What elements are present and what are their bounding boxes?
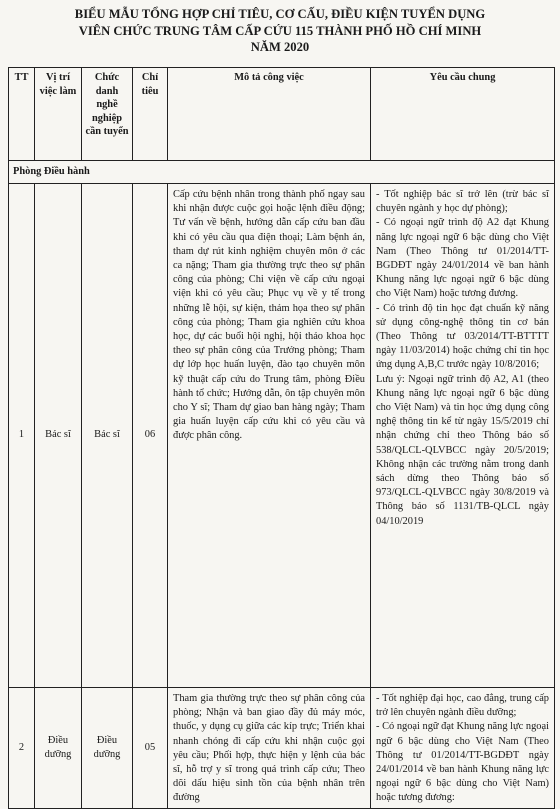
table-header-row xyxy=(9,68,555,161)
header-tt: TT xyxy=(9,68,35,161)
header-requirements: Yêu cầu chung xyxy=(371,68,555,161)
row-description xyxy=(168,184,371,688)
header-description: Mô tả công việc xyxy=(168,68,371,161)
header-position: Vị trí việc làm xyxy=(35,68,82,161)
table-row xyxy=(9,688,555,809)
row-quota: 05 xyxy=(133,688,168,809)
header-quota: Chỉ tiêu xyxy=(133,68,168,161)
row-requirements xyxy=(371,688,555,809)
requirement-item: - Có ngoại ngữ đạt Khung năng lực ngoại ngữ 6 bậc dùng cho Việt Nam (Theo Thông tư 01/2014/TT-BGDĐT ngày 24/01/2014 về ban hành Khung năng lực ngoại ngữ 6 bậc dùng cho Việt Nam) hoặc tương đương: xyxy=(376,721,549,804)
section-label: Phòng Điều hành xyxy=(9,161,555,184)
description-text: Tham gia thường trực theo sự phân công của phòng; Nhận và ban giao đầy đủ máy móc, thuốc, y dụng cụ giữa các kíp trực; Triển khai nhanh chóng đi cấp cứu khi nhận cuộc gọi yêu cầu; Phối hợp, thực hiện y lệnh của bác sĩ, hỗ trợ y sĩ trong quá trình cấp cứu; Theo dõi dấu hiệu sinh tồn của bệnh nhân trên đường xyxy=(173,693,365,804)
recruitment-table xyxy=(8,67,555,809)
requirement-item: - Có ngoại ngữ trình độ A2 đạt Khung năng lực ngoại ngữ 6 bậc dùng cho Việt Nam (Theo Thông tư 01/2014/TT-BGDĐT ngày 24/01/2014 về ban hành Khung năng lực ngoại ngữ 6 bậc dùng cho Việt Nam) hoặc tương đương. xyxy=(376,217,549,300)
requirement-item: - Tốt nghiệp đại học, cao đẳng, trung cấp trở lên chuyên ngành điều dưỡng; xyxy=(376,693,549,719)
row-tt: 1 xyxy=(9,184,35,688)
row-position: Điều dưỡng xyxy=(35,688,82,809)
row-title: Bác sĩ xyxy=(82,184,133,688)
title-line-3: NĂM 2020 xyxy=(250,40,310,54)
requirement-item: - Có trình độ tin học đạt chuẩn kỹ năng sử dụng công-nghệ thông tin cơ bản (Theo Thông tư 03/2014/TT-BTTTT ngày 11/03/2014) hoặc chứng chỉ tin học ứng dụng A,B,C trước ngày 10/8/2016; xyxy=(376,302,549,371)
section-row xyxy=(9,161,555,184)
table-row xyxy=(9,184,555,688)
row-quota: 06 xyxy=(133,184,168,688)
document-title xyxy=(0,6,560,56)
row-requirements xyxy=(371,184,555,688)
row-tt: 2 xyxy=(9,688,35,809)
requirement-item: Lưu ý: Ngoại ngữ trình độ A2, A1 (theo Khung năng lực ngoại ngữ 6 bậc dùng cho Việt Nam) và tin học ứng dụng công nghệ thông tin kể từ ngày 15/5/2019 chỉ nhận chứng chỉ theo Thông báo số 538/QLCL-QLVBCC ngày 20/5/2019; Không nhận các trường nằm trong danh sách dừng theo Thông báo số 973/QLCL-QLVBCC ngày 30/8/2019 và Thông báo số 1131/TB-QLCL ngày 04/10/2019 xyxy=(376,373,549,527)
title-line-1: BIỂU MẪU TỔNG HỢP CHỈ TIÊU, CƠ CẤU, ĐIỀU KIỆN TUYỂN DỤNG xyxy=(74,7,486,21)
row-title: Điều dưỡng xyxy=(82,688,133,809)
requirement-item: - Tốt nghiệp bác sĩ trở lên (trừ bác sĩ chuyên ngành y học dự phòng); xyxy=(376,189,549,215)
title-line-2: VIÊN CHỨC TRUNG TÂM CẤP CỨU 115 THÀNH PHỐ HỒ CHÍ MINH xyxy=(78,23,482,38)
row-description xyxy=(168,688,371,809)
row-position: Bác sĩ xyxy=(35,184,82,688)
description-text: Cấp cứu bệnh nhân trong thành phố ngay sau khi nhận được cuộc gọi hoặc lệnh điều động; Tư vấn về bệnh, hướng dẫn cấp cứu ban đầu khi có yêu cầu qua điện thoại; Làm bệnh án, tham dự rút kinh nghiệm chuyên môn ở các ca nặng; Tham gia thường trực theo sự phân công của phòng; Chi viện về cấp cứu ngoại viện khi có yêu cầu; Phục vụ về y tế trong những lễ hội, sự kiện, thảm họa theo sự phân công của phòng; Tham gia nghiên cứu khoa học, dự các buổi hội nghị, hội thảo khoa học theo sự phân công của Trưởng phòng; Tham dự lớp học huấn luyện, đào tạo chuyên môn kỹ thuật cấp cứu do Trung tâm, phòng Điều hành tổ chức; Hướng dẫn, ôn tập chuyên môn cho Y sĩ; Tham dự giao ban hàng ngày; Tham gia huấn luyện cấp cứu khi có yêu cầu và được phân công. xyxy=(173,189,365,442)
header-title: Chức danh nghề nghiệp cần tuyển xyxy=(82,68,133,161)
